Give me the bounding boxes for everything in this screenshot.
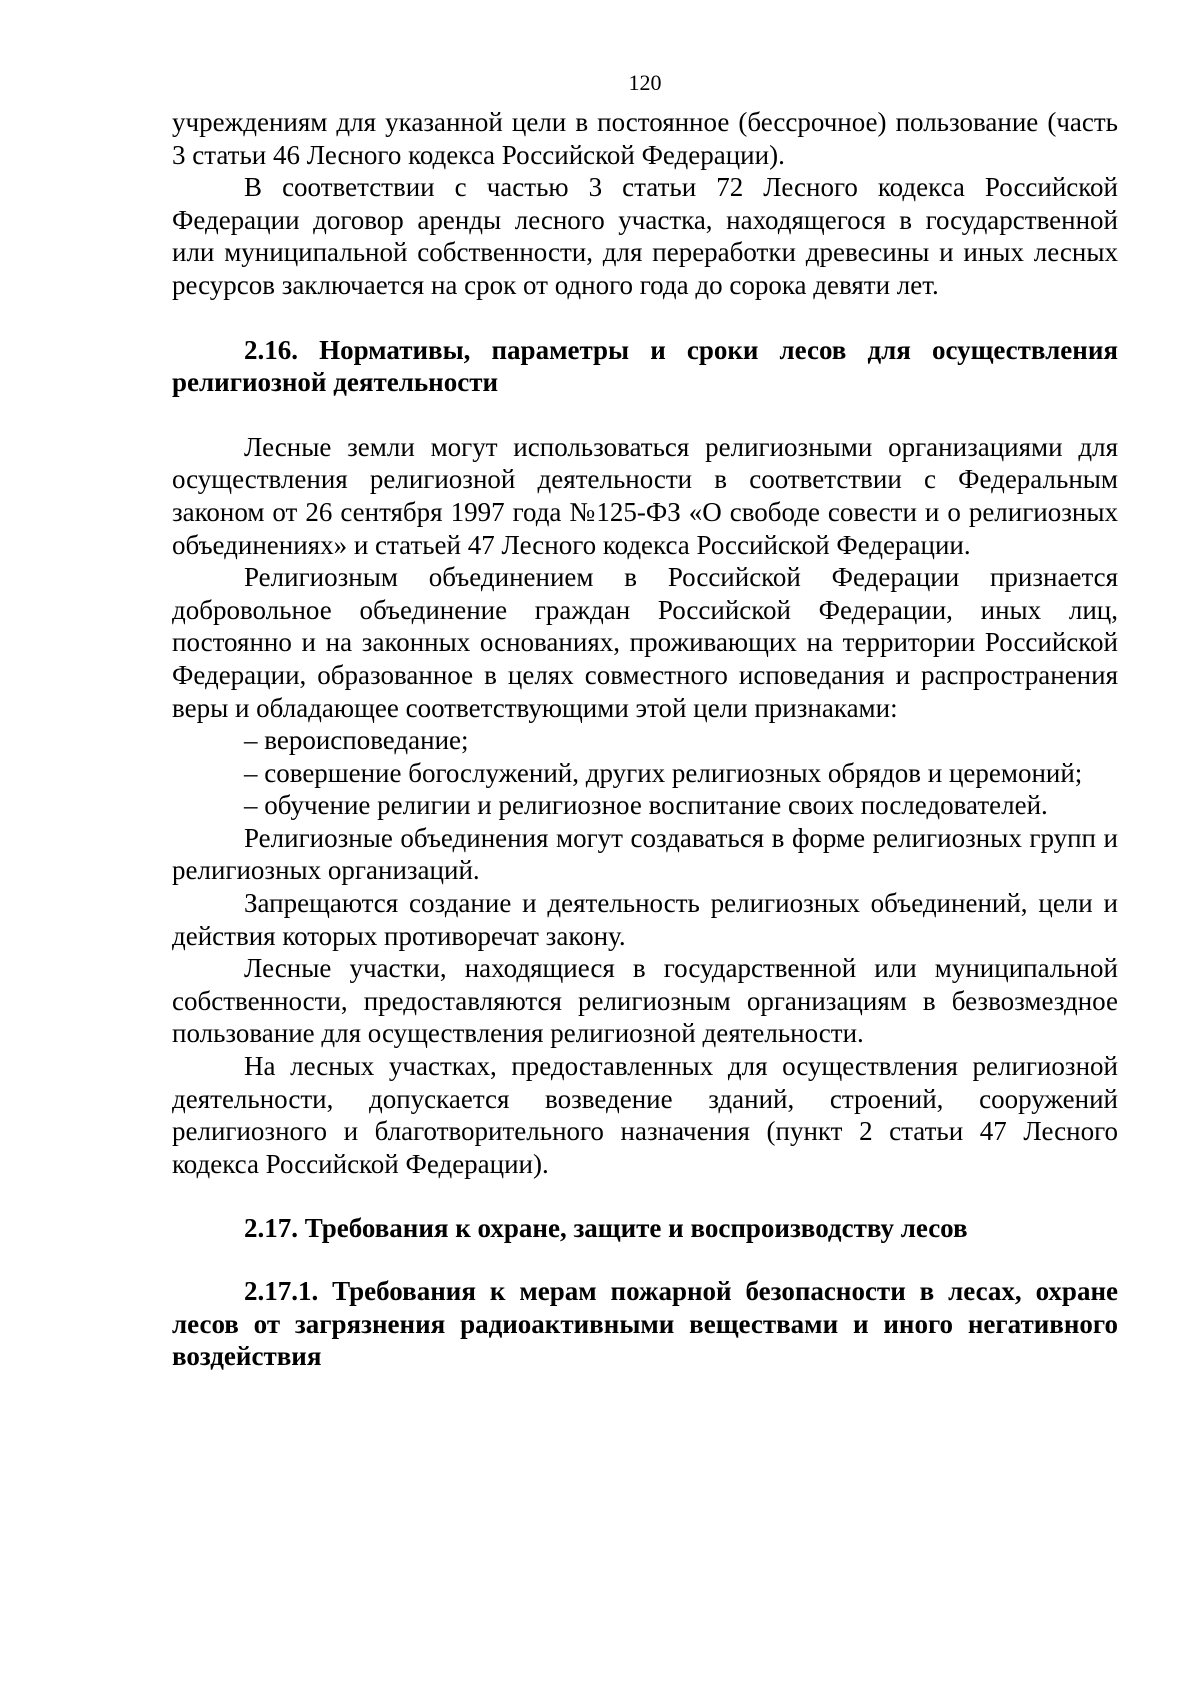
paragraph-continuation: учреждениям для указанной цели в постоянное (бессрочное) пользование (часть 3 статьи 46 Лесного кодекса Российской Федерации). — [172, 107, 1118, 170]
section-heading-2-17-1: 2.17.1. Требования к мерам пожарной безопасности в лесах, охране лесов от загрязнения радиоактивными веществами и иного негативного воздействия — [172, 1276, 1118, 1372]
page-number: 120 — [628, 70, 662, 95]
document-page — [172, 68, 1118, 1373]
section-heading-2-16: 2.16. Нормативы, параметры и сроки лесов для осуществления религиозной деятельности — [172, 334, 1118, 398]
paragraph-association-forms: Религиозные объединения могут создаваться в форме религиозных групп и религиозных организаций. — [172, 822, 1118, 886]
list-item: – обучение религии и религиозное воспитание своих последователей. — [244, 790, 1048, 821]
list-item: – совершение богослужений, других религиозных обрядов и церемоний; — [244, 757, 1083, 788]
paragraph-prohibition: Запрещаются создание и деятельность религиозных объединений, цели и действия которых противоречат закону. — [172, 888, 1118, 951]
paragraph-religious-land-use: Лесные земли могут использоваться религиозными организациями для осуществления религиозной деятельности в соответствии с Федеральным законом от 26 сентября 1997 года №125-ФЗ «О свободе совести и о религиозных объединениях» и статьей 47 Лесного кодекса Российской Федерации. — [172, 431, 1118, 560]
paragraph-construction: На лесных участках, предоставленных для осуществления религиозной деятельности, допускается возведение зданий, строений, сооружений религиозного и благотворительного назначения (пункт 2 статьи 47 Лесного кодекса Российской Федерации). — [172, 1051, 1118, 1179]
paragraph-religious-association-definition: Религиозным объединением в Российской Федерации признается добровольное объединение граждан Российской Федерации, иных лиц, постоянно и на законных основаниях, проживающих на территории Российской Федерации, образованное в целях совместного исповедания и распространения веры и обладающее соответствующими этой цели признаками: — [172, 562, 1118, 723]
paragraph-lease-term: В соответствии с частью 3 статьи 72 Лесного кодекса Российской Федерации договор аренды лесного участка, находящегося в государственной или муниципальной собственности, для переработки древесины и иных лесных ресурсов заключается на срок от одного года до сорока девяти лет. — [172, 172, 1118, 300]
paragraph-free-use: Лесные участки, находящиеся в государственной или муниципальной собственности, предоставляются религиозным организациям в безвозмездное пользование для осуществления религиозной деятельности. — [172, 953, 1118, 1049]
section-heading-2-17: 2.17. Требования к охране, защите и воспроизводству лесов — [244, 1213, 968, 1244]
list-item: – вероисповедание; — [244, 725, 469, 756]
